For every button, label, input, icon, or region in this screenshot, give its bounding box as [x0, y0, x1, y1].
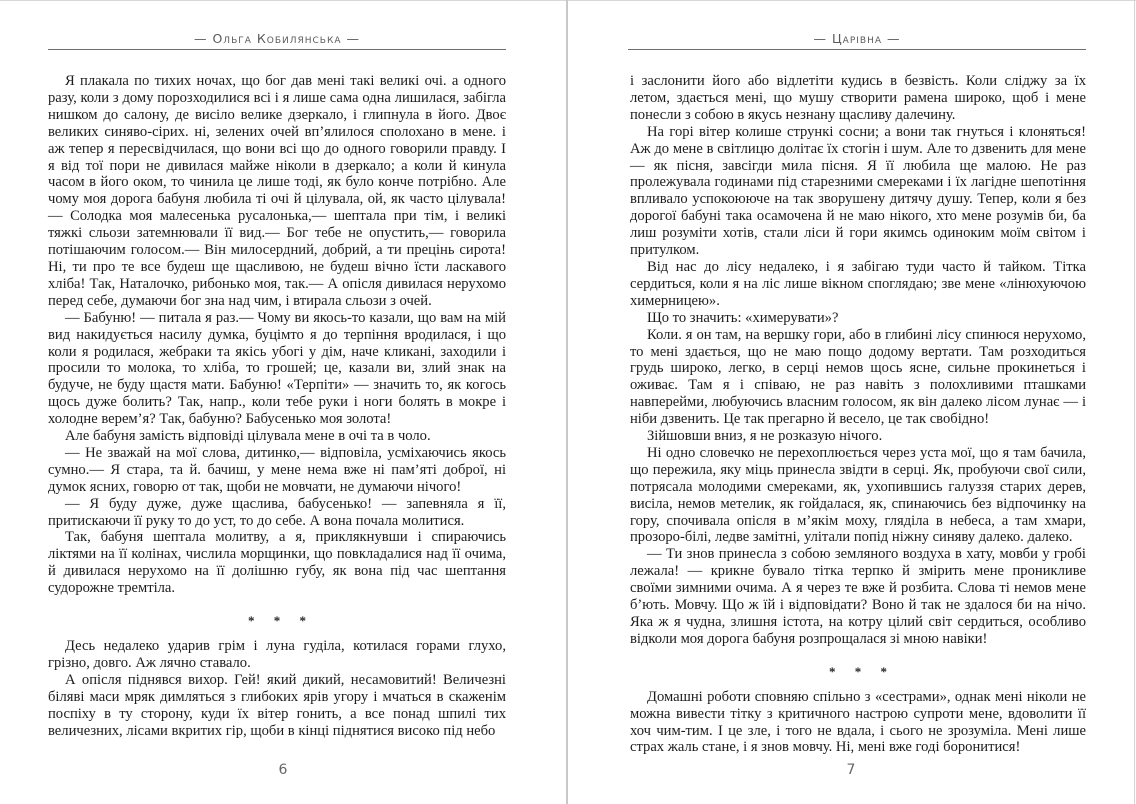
page-number: 7: [846, 762, 856, 778]
paragraph: — Ти знов принесла з собою земляного воздуха в хату, мовби у гробі лежала! — крикне бувало тітка терпко й змірить мене проникливе своїми зимними очима. А я через те вже й розбита. Слова ті немов мене б’ють. Мовчу. Що ж їй і відповідати? Воно й так не здалося би на нічо. Яка ж я чудна, злишня істота, на котру цілий світ сердиться, особливо відколи моя дорога бабуня розпрощалася зі мною навіки!: [630, 546, 1086, 647]
left-page-body: [48, 73, 506, 739]
right-page-body: [630, 73, 1086, 756]
paragraph: Від нас до лісу недалеко, і я забігаю туди часто й тайком. Тітка сердиться, коли я на ліс лише вікном споглядаю; зве мене «лінюхуючою химерницею».: [630, 258, 1086, 309]
page-number: 6: [278, 762, 288, 778]
paragraph: Що то значить: «химерувати»?: [647, 309, 839, 326]
left-page: [0, 0, 566, 804]
paragraph: Коли. я он там, на вершку гори, або в глибині лісу спинюся нерухомо, то мені здається, що не маю пощо додому вертати. Там розходиться грудь широко, легко, в серці немов щось ясне, сильне прокинеться і оживає. Там я і співаю, не раз навіть з полохливими пташками навперейми, любуючись власним голосом, як він далеко лісом лунає — і ніби дзвенить. Це так прегарно й весело, це так свобідно!: [630, 326, 1086, 428]
paragraph: Десь недалеко ударив грім і луна гуділа, котилася горами глухо, грізно, довго. Аж лячно ставало.: [48, 638, 506, 671]
paragraph: На горі вітер колише стрункі сосни; а вони так гнуться і клоняться! Аж до мене в світлицю долітає їх стогін і шум. Але то дзвенить для мене — як пісня, завсігди мила пісня. Я її любила ще малою. Не раз пролежувала годинами під старезними смереками і їх лагідне шепотіння впливало успокоююче на так зворушену дитячу душу. Тепер, коли я без дорогої бабуні така осамочена й не маю нікого, хто мене розумів би, ба лиш розуміти хотів, стали ліси й гори якимсь одиноким моїм світом і притулком.: [630, 123, 1086, 259]
right-page: [568, 0, 1134, 804]
paragraph: Але бабуня замість відповіді цілувала мене в очі та в чоло.: [65, 428, 431, 445]
paragraph: Зійшовши вниз, я не розказую нічого.: [647, 428, 883, 445]
running-head-author: — Ольга Кобилянська —: [193, 31, 360, 46]
header-rule: [48, 49, 506, 50]
paragraph: — Не зважай на мої слова, дитинко,— відповіла, усміхаючись якось сумно.— Я стара, та й. бачиш, у мене нема вже ні пам’яті доброї, ні думок ясних, говорю от так, щоби не мовчати, не думаючи нічого!: [48, 444, 506, 495]
section-separator: * * *: [829, 663, 895, 679]
paragraph: і заслонити його або відлетіти кудись в безвість. Коли сліджу за їх летом, здається мені, що мушу створити рамена широко, щоб і мене понесли з собою в якусь незнану щасливу далечину.: [630, 73, 1086, 123]
paragraph: — Я буду дуже, дуже щаслива, бабусенько! — запевняла я її, притискаючи її руку то до уст, то до себе. А вона почала молитися.: [48, 495, 506, 529]
paragraph: Домашні роботи сповняю спільно з «сестрами», однак мені ніколи не можна вивести тітку з критичного настрою супроти мене, вдоволити її хоч чим-тим. І це зле, і того не вдала, і сього не зрозуміла. Мені лише страх жаль стане, і я знов мовчу. Ні, мені вже годі боронитися!: [630, 688, 1086, 756]
paragraph: А опісля піднявся вихор. Гей! який дикий, несамовитий! Величезні біляві маси мряк димляться з глибоких ярів угору і мчаться в скаженім поспіху в ту сторону, куди їх вітер гонить, а все понад шпилі тих величезних, лісами вкритих гір, щоби в кінці піднятися високо під небо: [48, 671, 506, 739]
paragraph: Ні одно словечко не перехоплюється через уста мої, що я там бачила, що пережила, яку міць принесла звідти в серці. Як, пробуючи свої сили, потрясала молодими смереками, як, ухопившись галуззя старих дерев, висіла, немов метелик, як гойдалася, як, спинаючись без відпочинку на гору, спочивала опісля в м’якім моху, гляділа в небеса, а там хмари, прозоро-білі, ледве замітні, улітали попід ніжну синяву далеко. далеко.: [630, 444, 1086, 546]
page-right-edge: [1134, 0, 1135, 804]
section-separator: * * *: [248, 613, 314, 629]
header-rule: [628, 49, 1086, 50]
paragraph: Я плакала по тихих ночах, що бог дав мені такі великі очі. а одного разу, коли з дому порозходилися всі і я лише сама одна лишилася, забігла нишком до салону, де висіло велике дзеркало, і глипнула в його. Двоє великих синяво-сірих. ні, зелених очей вп’ялилося сполохано в мене. і аж тепер я пересвідчилася, що вони всі що до одного говорили правду. І я від тої пори не дивилася майже ніколи в дзеркало; а коли й кинула часом в його оком, то чинила це лише тоді, як було конче потрібно. Але чому моя дорога бабуня любила ті очі й цілувала, ой, як часто цілувала! — Солодка моя малесенька русалонька,— шептала при тім, і великі тяжкі сльози затемнювали її вид.— Бог тебе не опустить,— говорила потішаючим голосом.— Він милосердний, добрий, а ти прецінь сирота! Ні, ти про те все будеш ще щасливою, не будеш вічно їсти ласкавого хліба! Так, Наталочко, рибонько моя, так.— А опісля дивилася нерухомо перед себе, думаючи бог зна над чим, і втирала сльози з очей.: [48, 73, 506, 309]
running-head-title: — Царівна —: [813, 31, 901, 46]
paragraph: Так, бабуня шептала молитву, а я, приклякнувши і спираючись ліктями на її колінах, числила морщинки, що повкладалися над її очима, й дивилася нерухомо на її долішню губу, як вона під час шептання судорожне тремтіла.: [48, 529, 506, 597]
paragraph: — Бабуню! — питала я раз.— Чому ви якось-то казали, що вам на мій вид накидується насилу думка, буцімто я до терпіння вродилася, і що коли я родилася, жебраки та якісь убогі у дім, наче кликані, заходили і просили то молока, то хліба, то грошей; це, казали ви, злий знак на будуче, не буду щастя мати. Бабуню! «Терпіти» — значить то, як когось щось дуже болить? Так, напр., коли тебе руки і ноги болять в мокре і холодне верем’я? Так, бабуню? Бабусенько моя золота!: [48, 309, 506, 428]
